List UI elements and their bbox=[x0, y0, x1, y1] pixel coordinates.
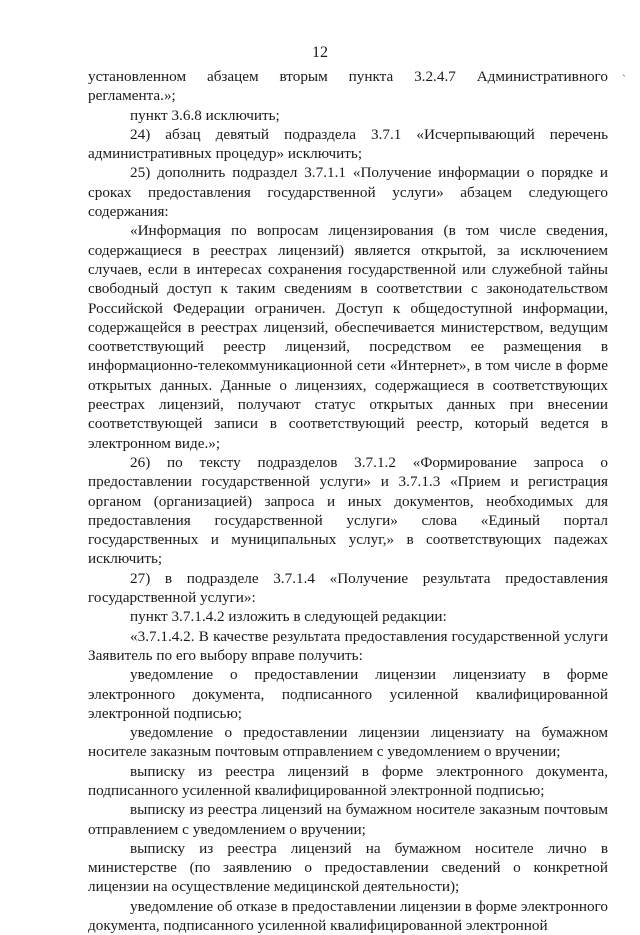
page-number: 12 bbox=[312, 44, 328, 61]
paragraph: пункт 3.6.8 исключить; bbox=[130, 106, 280, 124]
paragraph: «Информация по вопросам лицензирования (в том числе сведения, содержащиеся в реестрах лицензий) является открытой, за исключением случаев, если в интересах сохранения государственной или служебной тайны свободный доступ к таким сведениям в соответствии с законодательством Российской Федерации ограничен. Доступ к общедоступной информации, содержащейся в реестрах лицензий, обеспечивается министерством, ведущим соответствующий реестр лицензий, посредством ее размещения в информационно-телекоммуникационной сети «Интернет», в том числе в форме открытых данных. Данные о лицензиях, содержащиеся в соответствующих реестрах лицензий, получают статус открытых данных при внесении соответствующей записи в соответствующий реестр, который ведется в электронном виде.»; bbox=[88, 222, 608, 452]
paragraph: выписку из реестра лицензий в форме электронного документа, подписанного усиленной квалифицированной электронной подписью; bbox=[88, 762, 608, 799]
margin-mark: ` bbox=[622, 72, 626, 86]
paragraph: выписку из реестра лицензий на бумажном носителе лично в министерстве (по заявлению о предоставлении сведений о конкретной лицензии на осуществление медицинской деятельности); bbox=[88, 839, 608, 896]
paragraph: 27) в подразделе 3.7.1.4 «Получение результата предоставления государственной услуги»: bbox=[88, 569, 608, 607]
paragraph: «3.7.1.4.2. В качестве результата предоставления государственной услуги Заявитель по его выбору вправе получить: bbox=[88, 627, 608, 664]
paragraph: выписку из реестра лицензий на бумажном носителе заказным почтовым отправлением с уведомлением о вручении; bbox=[88, 801, 608, 838]
paragraph: 26) по тексту подразделов 3.7.1.2 «Формирование запроса о предоставлении государственной услуги» и 3.7.1.3 «Прием и регистрация органом (организацией) запроса и иных документов, необходимых для предоставления государственной услуги» слова «Единый портал государственных и муниципальных услуг,» в соответствующих падежах исключить; bbox=[88, 453, 608, 568]
paragraph: уведомление о предоставлении лицензии лицензиату на бумажном носителе заказным почтовым отправлением с уведомлением о вручении; bbox=[88, 724, 608, 761]
paragraph: пункт 3.7.1.4.2 изложить в следующей редакции: bbox=[130, 608, 447, 626]
paragraph: 25) дополнить подраздел 3.7.1.1 «Получение информации о порядке и сроках предоставления государственной услуги» абзацем следующего содержания: bbox=[88, 164, 608, 221]
document-body bbox=[88, 67, 608, 935]
paragraph: уведомление об отказе в предоставлении лицензии в форме электронного документа, подписанного усиленной квалифицированной электронной bbox=[88, 897, 608, 935]
paragraph: 24) абзац девятый подраздела 3.7.1 «Исчерпывающий перечень административных процедур» исключить; bbox=[88, 125, 608, 163]
paragraph: установленном абзацем вторым пункта 3.2.4.7 Административного регламента.»; bbox=[88, 68, 608, 105]
paragraph: уведомление о предоставлении лицензии лицензиату в форме электронного документа, подписанного усиленной квалифицированной электронной подписью; bbox=[88, 666, 608, 722]
